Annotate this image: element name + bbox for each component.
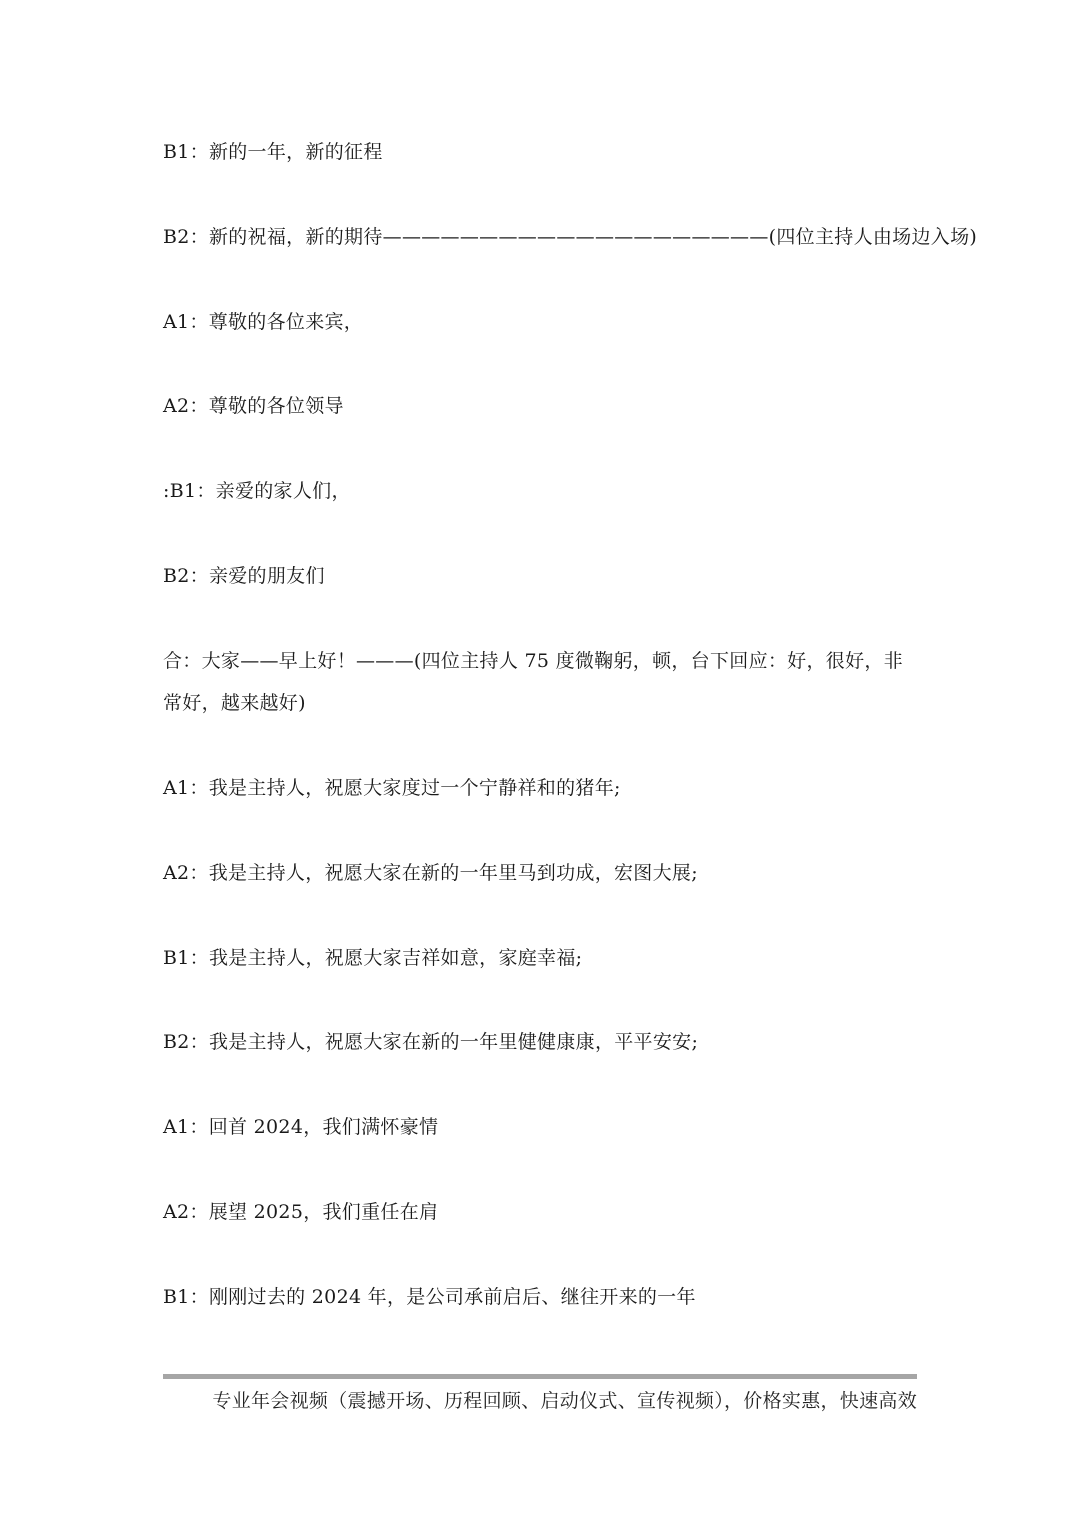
script-line: B2：新的祝福，新的期待————————————————————(四位主持人由场边入场) — [163, 226, 978, 248]
script-line: B1：我是主持人，祝愿大家吉祥如意，家庭幸福; — [163, 947, 583, 969]
script-line: A2：我是主持人，祝愿大家在新的一年里马到功成，宏图大展; — [163, 862, 698, 884]
script-line: 合：大家——早上好！———(四位主持人 75 度微鞠躬，顿，台下回应：好，很好，非常好，越来越好) — [163, 650, 903, 714]
script-line: B2：我是主持人，祝愿大家在新的一年里健健康康，平平安安; — [163, 1031, 699, 1053]
footer-divider — [163, 1374, 917, 1379]
script-line: A1：回首 2024，我们满怀豪情 — [163, 1116, 439, 1138]
footer-ad-text: 专业年会视频（震撼开场、历程回顾、启动仪式、宣传视频），价格实惠，快速高效 — [212, 1390, 917, 1412]
script-line: A1：我是主持人，祝愿大家度过一个宁静祥和的猪年; — [163, 777, 621, 799]
script-line: A2：展望 2025，我们重任在肩 — [163, 1201, 439, 1223]
script-line: B2：亲爱的朋友们 — [163, 565, 325, 587]
script-line: B1：刚刚过去的 2024 年，是公司承前启后、继往开来的一年 — [163, 1286, 696, 1308]
script-line: A2：尊敬的各位领导 — [163, 395, 344, 417]
script-line: :B1：亲爱的家人们， — [163, 480, 351, 502]
script-line: A1：尊敬的各位来宾， — [163, 311, 364, 333]
script-line: B1：新的一年，新的征程 — [163, 141, 383, 163]
